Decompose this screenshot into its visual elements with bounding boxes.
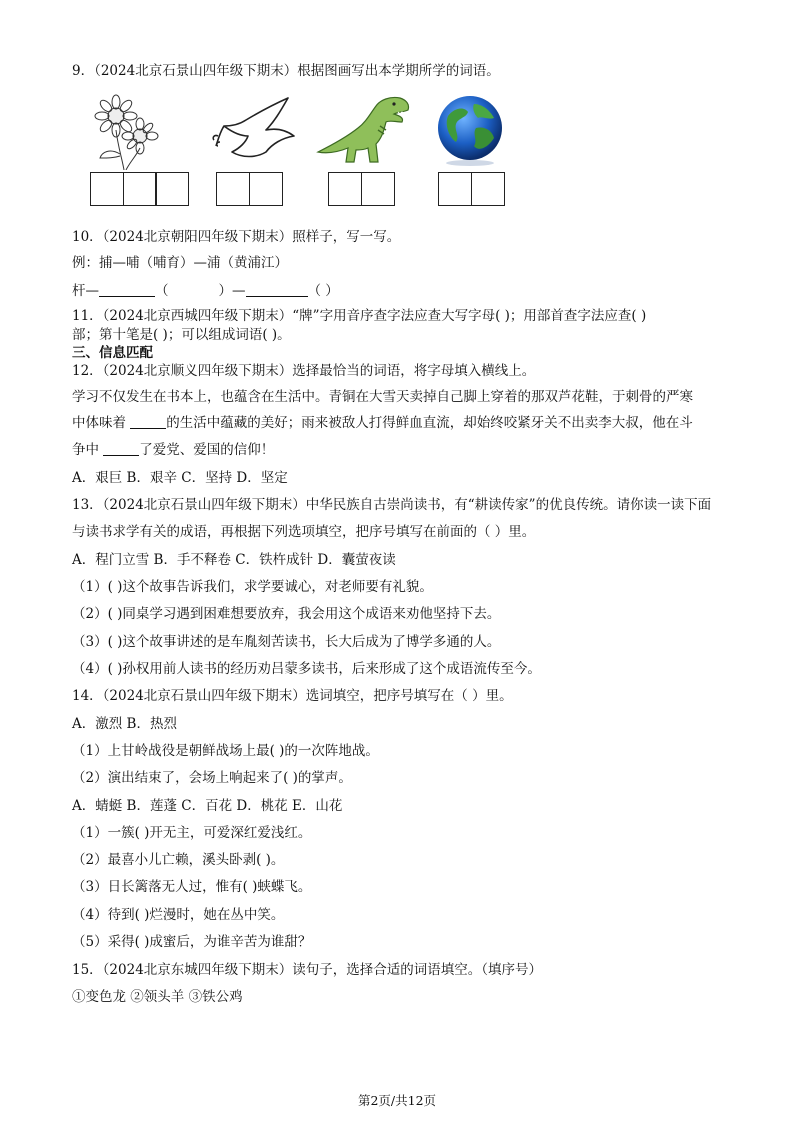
answer-boxes-4[interactable] (438, 172, 503, 206)
answer-boxes-1[interactable] (90, 172, 188, 206)
q14-poem-5: （5）采得( )成蜜后，为谁辛苦为谁甜？ (72, 934, 312, 950)
answer-box[interactable] (471, 172, 505, 206)
dove-icon (210, 92, 300, 164)
q15-text: 15．（2024北京东城四年级下期末）读句子，选择合适的词语填空。（填序号） (72, 962, 543, 978)
earth-icon (432, 92, 508, 168)
picture-1 (88, 92, 168, 174)
q14-text: 14．（2024北京石景山四年级下期末）选词填空，把序号填写在（ ）里。 (72, 688, 513, 704)
q12-blank-2[interactable] (103, 441, 139, 456)
q14-poem-3: （3）日长篱落无人过，惟有( )蛱蝶飞。 (72, 879, 312, 895)
answer-box[interactable] (249, 172, 283, 206)
q14-poem-2: （2）最喜小儿亡赖，溪头卧剥( )。 (72, 852, 285, 868)
page-footer: 第2页/共12页 (357, 1093, 437, 1108)
q13-item-3: （3）( )这个故事讲述的是车胤刻苦读书，长大后成为了博学多通的人。 (72, 634, 501, 650)
q11-line1: 11．（2024北京西城四年级下期末）“牌”字用音序查字法应查大写字母( )；用部首查字法应查( ) (72, 308, 647, 324)
q14-item-1: （1）上甘岭战役是朝鲜战场上最( )的一次阵地战。 (72, 743, 379, 759)
q13-item-2: （2）( )同桌学习遇到困难想要放弃，我会用这个成语来劝他坚持下去。 (72, 606, 501, 622)
answer-box[interactable] (361, 172, 395, 206)
q10-text: 10．（2024北京朝阳四年级下期末）照样子，写一写。 (72, 229, 401, 245)
q12-para3 (72, 441, 734, 459)
q10-example: 例：捕—哺（哺育）—浦（黄浦江） (72, 255, 288, 271)
q13-options: A．程门立雪 B．手不释卷 C．铁杵成针 D．囊萤夜读 (72, 552, 396, 568)
answer-box[interactable] (216, 172, 250, 206)
answer-boxes-2[interactable] (216, 172, 281, 206)
q10-blank-2[interactable] (246, 282, 308, 297)
answer-box[interactable] (90, 172, 124, 206)
q12-options: A．艰巨 B．艰辛 C．坚持 D．坚定 (72, 470, 288, 486)
q12-para2-end: 的生活中蕴藏的美好；雨来被敌人打得鲜血直流，却始终咬紧牙关不出卖李大叔，他在斗 (166, 415, 693, 431)
q12-para1: 学习不仅发生在书本上，也蕴含在生活中。青铜在大雪天卖掉自己脚上穿着的那双芦花鞋，于刺骨的严寒 (72, 389, 693, 405)
q14-poem-4: （4）待到( )烂漫时，她在丛中笑。 (72, 907, 285, 923)
q14-item-2: （2）演出结束了，会场上响起来了( )的掌声。 (72, 770, 352, 786)
section-heading: 三、信息匹配 (72, 345, 153, 361)
q13-line1: 13．（2024北京石景山四年级下期末）中华民族自古崇尚读书，有“耕读传家”的优良传统。请你读一读下面 (72, 497, 712, 513)
q10-task (72, 282, 734, 300)
q9-pictures (88, 92, 528, 210)
picture-2 (210, 92, 300, 168)
picture-3 (314, 92, 414, 172)
q13-item-4: （4）( )孙权用前人读书的经历劝吕蒙多读书，后来形成了这个成语流传至今。 (72, 661, 541, 677)
answer-box[interactable] (155, 172, 189, 206)
q14-poem-1: （1）一簇( )开无主，可爱深红爱浅红。 (72, 825, 312, 841)
q12-para2 (72, 414, 734, 432)
dinosaur-icon (314, 92, 414, 168)
answer-box[interactable] (123, 172, 157, 206)
answer-box[interactable] (438, 172, 472, 206)
q12-para2-start: 中体味着 (72, 415, 131, 431)
q10-task-end: （ ） (307, 283, 339, 299)
q10-task-mid2: ）— (218, 283, 246, 299)
answer-box[interactable] (328, 172, 362, 206)
q13-item-1: （1）( )这个故事告诉我们，求学要诚心，对老师要有礼貌。 (72, 579, 433, 595)
q10-blank-1[interactable] (99, 282, 155, 297)
q14-options-2: A．蜻蜓 B．莲蓬 C．百花 D．桃花 E．山花 (72, 798, 343, 814)
q15-options: ①变色龙 ②领头羊 ③铁公鸡 (72, 989, 243, 1005)
answer-boxes-3[interactable] (328, 172, 393, 206)
q9-text: 9．（2024北京石景山四年级下期末）根据图画写出本学期所学的词语。 (72, 63, 500, 79)
q10-task-prefix: 杆— (72, 283, 99, 299)
q14-options-1: A．激烈 B．热烈 (72, 716, 177, 732)
q10-task-mid1: （ (155, 283, 169, 299)
q12-text: 12．（2024北京顺义四年级下期末）选择最恰当的词语，将字母填入横线上。 (72, 363, 536, 379)
q12-para3-start: 争中 (72, 442, 104, 458)
q13-line2: 与读书求学有关的成语，再根据下列选项填空，把序号填写在前面的（ ）里。 (72, 524, 536, 540)
picture-4 (432, 92, 508, 172)
sunflower-icon (88, 92, 168, 170)
q12-blank-1[interactable] (130, 414, 166, 429)
q12-para3-end: 了爱党、爱国的信仰！ (139, 442, 275, 458)
q11-line2: 部；第十笔是( )；可以组成词语( )。 (72, 327, 291, 343)
